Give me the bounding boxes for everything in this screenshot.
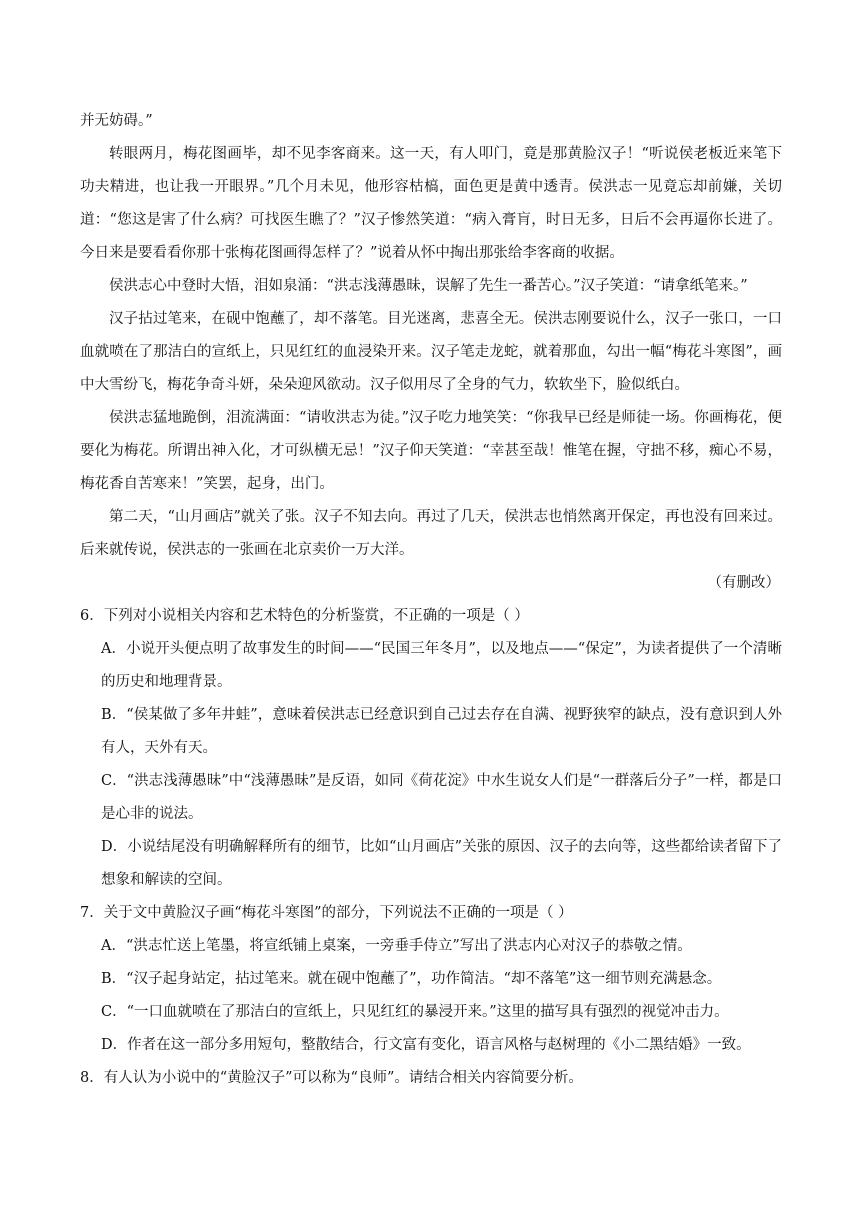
passage-paragraph-5: 第二天，“山月画店”就关了张。汉子不知去向。再过了几天，侯洪志也悄然离开保定，再也没有回来过。后来就传说，侯洪志的一张画在北京卖价一万大洋。 bbox=[80, 509, 782, 558]
question-7-option-c: C．“一口血就喷在了那洁白的宣纸上，只见红红的暴浸开来。”这里的描写具有强烈的视觉冲击力。 bbox=[101, 1004, 729, 1020]
question-8-stem: 8．有人认为小说中的“黄脸汉子”可以称为“良师”。请结合相关内容简要分析。 bbox=[80, 1070, 583, 1086]
question-7-option-d: D．作者在这一部分多用短句，整散结合，行文富有变化，语言风格与赵树理的《小二黑结婚》一致。 bbox=[101, 1037, 751, 1053]
question-6-option-c: C．“洪志浅薄愚昧”中“浅薄愚昧”是反语，如同《荷花淀》中水生说女人们是“一群落后分子”一样，都是口是心非的说法。 bbox=[101, 773, 782, 822]
question-6-option-a: A．小说开头便点明了故事发生的时间——“民国三年冬月”，以及地点——“保定”，为读者提供了一个清晰的历史和地理背景。 bbox=[101, 641, 782, 690]
question-7-stem: 7．关于文中黄脸汉子画“梅花斗寒图”的部分，下列说法不正确的一项是（ ） bbox=[80, 905, 573, 921]
revision-note: （有删改） bbox=[707, 575, 780, 591]
passage-paragraph-2: 侯洪志心中登时大悟，泪如泉涌：“洪志浅薄愚昧，误解了先生一番苦心。”汉子笑道：“请拿纸笔来。” bbox=[109, 278, 748, 294]
question-6-option-b: B．“侯某做了多年井蛙”，意味着侯洪志已经意识到自己过去存在自满、视野狭窄的缺点，没有意识到人外有人，天外有天。 bbox=[101, 707, 782, 756]
passage-paragraph-1: 转眼两月，梅花图画毕，却不见李客商来。这一天，有人叩门，竟是那黄脸汉子！“听说侯老板近来笔下功夫精进，也让我一开眼界。”几个月未见，他形容枯槁，面色更是黄中透青。侯洪志一见竟忘却前嫌，关切道：“您这是害了什么病？可找医生瞧了？”汉子惨然笑道：“病入膏肓，时日无多，日后不会再逼你长进了。今日来是要看看你那十张梅花图画得怎样了？”说着从怀中掏出那张给李客商的收据。 bbox=[80, 146, 782, 261]
question-6-stem: 6．下列对小说相关内容和艺术特色的分析鉴赏，不正确的一项是（ ） bbox=[80, 608, 529, 624]
passage-paragraph-0: 并无妨碍。” bbox=[80, 113, 153, 129]
question-7-option-a: A．“洪志忙送上笔墨，将宣纸铺上桌案，一旁垂手侍立”写出了洪志内心对汉子的恭敬之情。 bbox=[101, 938, 692, 954]
question-8 bbox=[80, 1062, 782, 1095]
question-7 bbox=[80, 897, 782, 1062]
passage-paragraph-4: 侯洪志猛地跪倒，泪流满面：“请收洪志为徒。”汉子吃力地笑笑：“你我早已经是师徒一场。你画梅花，便要化为梅花。所谓出神入化，才可纵横无忌！”汉子仰天笑道：“幸甚至哉！惟笔在握，守拙不移，痴心不易，梅花香自苦寒来！”笑罢，起身，出门。 bbox=[80, 410, 782, 492]
document-page bbox=[80, 105, 782, 1095]
question-6-option-d: D．小说结尾没有明确解释所有的细节，比如“山月画店”关张的原因、汉子的去向等，这些都给读者留下了想象和解读的空间。 bbox=[101, 839, 782, 888]
passage-paragraph-3: 汉子拈过笔来，在砚中饱蘸了，却不落笔。目光迷离，悲喜全无。侯洪志刚要说什么，汉子一张口，一口血就喷在了那洁白的宣纸上，只见红红的血浸染开来。汉子笔走龙蛇，就着那血，勾出一幅“梅花斗寒图”，画中大雪纷飞，梅花争奇斗妍，朵朵迎风欲动。汉子似用尽了全身的气力，软软坐下，脸似纸白。 bbox=[80, 311, 782, 393]
question-6 bbox=[80, 600, 782, 897]
question-7-option-b: B．“汉子起身站定，拈过笔来。就在砚中饱蘸了”，功作简洁。“却不落笔”这一细节则充满悬念。 bbox=[101, 971, 722, 987]
